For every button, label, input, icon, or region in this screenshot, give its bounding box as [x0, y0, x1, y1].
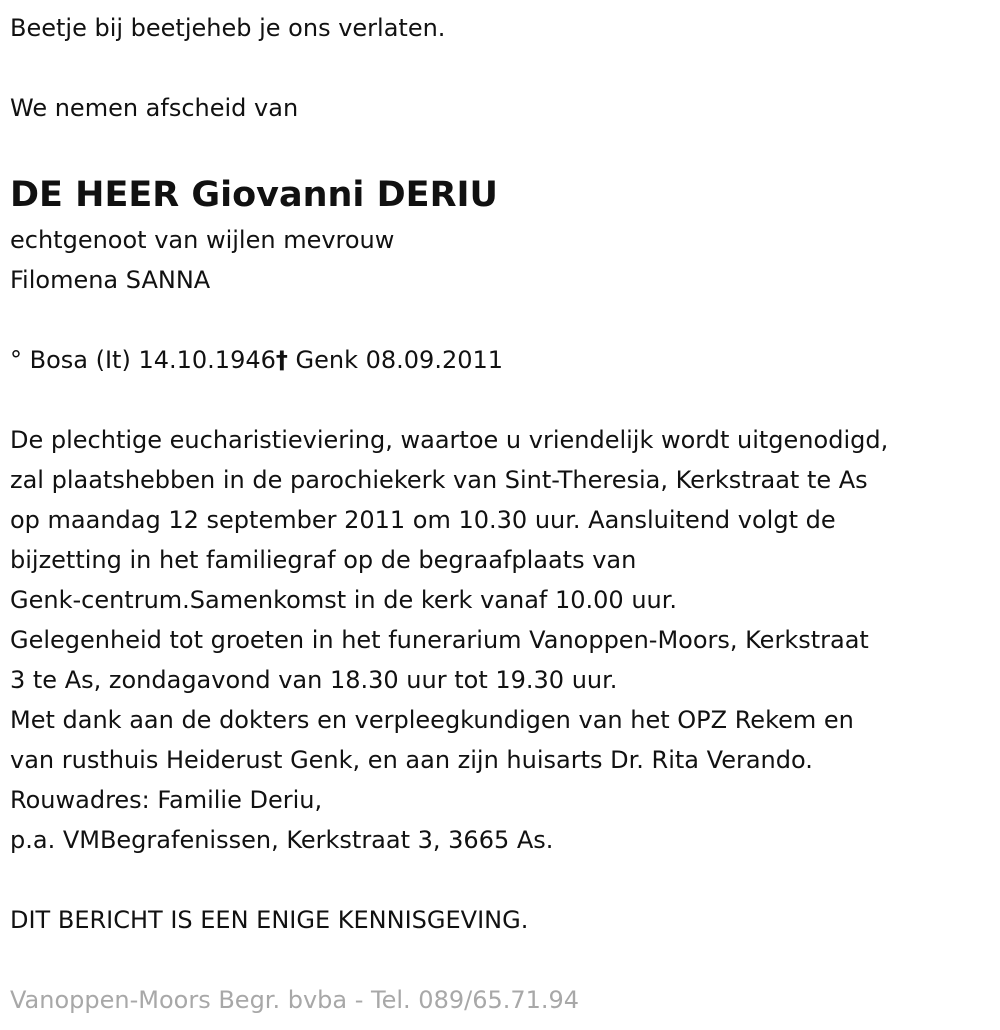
- spacer: [10, 128, 990, 168]
- spouse-line: echtgenoot van wijlen mevrouw: [10, 226, 395, 254]
- body-line: De plechtige eucharistieviering, waartoe u vriendelijk wordt uitgenodigd,: [10, 426, 889, 454]
- funeral-home-footer: Vanoppen-Moors Begr. bvba - Tel. 089/65.71.94: [10, 986, 580, 1014]
- cross-icon: †: [275, 346, 288, 374]
- birth-info: ° Bosa (It) 14.10.1946: [10, 346, 276, 374]
- body-line: Genk-centrum.Samenkomst in de kerk vanaf 10.00 uur.: [10, 586, 678, 614]
- body-line: p.a. VMBegrafenissen, Kerkstraat 3, 3665 As.: [10, 826, 554, 854]
- spacer: [10, 380, 990, 420]
- body-line: Gelegenheid tot groeten in het funerarium Vanoppen-Moors, Kerkstraat: [10, 626, 869, 654]
- deceased-name: DE HEER Giovanni DERIU: [10, 175, 498, 215]
- notice-line: DIT BERICHT IS EEN ENIGE KENNISGEVING.: [10, 906, 529, 934]
- spacer: [10, 48, 990, 88]
- birth-death-line: [10, 340, 990, 380]
- body-text: [10, 420, 990, 860]
- death-info: Genk 08.09.2011: [287, 346, 504, 374]
- spacer: [10, 860, 990, 900]
- farewell-line: We nemen afscheid van: [10, 94, 299, 122]
- body-line: zal plaatshebben in de parochiekerk van Sint-Theresia, Kerkstraat te As: [10, 466, 868, 494]
- spacer: [10, 940, 990, 980]
- spacer: [10, 300, 990, 340]
- spouse-name: Filomena SANNA: [10, 266, 211, 294]
- body-line: Met dank aan de dokters en verpleegkundigen van het OPZ Rekem en: [10, 706, 854, 734]
- body-line: op maandag 12 september 2011 om 10.30 uur. Aansluitend volgt de: [10, 506, 836, 534]
- body-line: bijzetting in het familiegraf op de begraafplaats van: [10, 546, 637, 574]
- body-line: Rouwadres: Familie Deriu,: [10, 786, 323, 814]
- intro-line: Beetje bij beetjeheb je ons verlaten.: [10, 14, 446, 42]
- body-line: 3 te As, zondagavond van 18.30 uur tot 19.30 uur.: [10, 666, 618, 694]
- body-line: van rusthuis Heiderust Genk, en aan zijn huisarts Dr. Rita Verando.: [10, 746, 813, 774]
